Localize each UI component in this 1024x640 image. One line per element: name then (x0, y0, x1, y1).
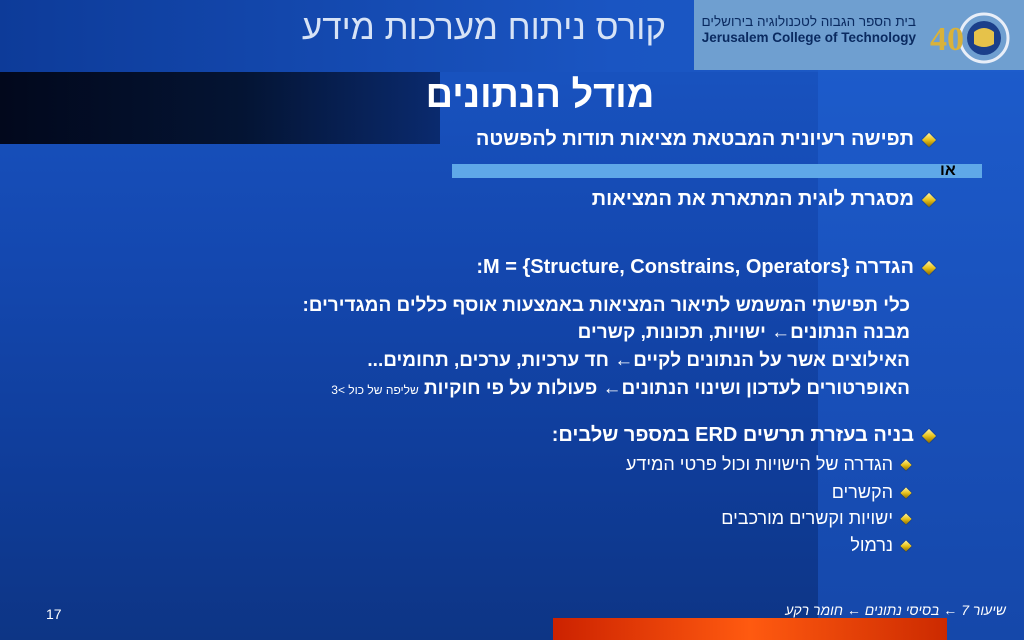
definition-line-4: האופרטורים לעדכון ושינוי הנתונים← פעולות על פי חוקיות שליפה של כול >3 (331, 378, 910, 399)
bullet-2 (592, 188, 934, 211)
erd-heading-text: בניה בעזרת תרשים ERD במספר שלבים: (551, 424, 914, 446)
or-word: או (940, 162, 956, 179)
diamond-bullet-icon (922, 429, 936, 443)
bullet-1 (476, 128, 934, 151)
erd-step-3: ישויות וקשרים מורכבים (721, 508, 910, 529)
diamond-bullet-icon (922, 133, 936, 147)
bullet-2-text: מסגרת לוגית המתארת את המציאות (591, 188, 914, 210)
diamond-bullet-icon (900, 488, 911, 499)
diamond-bullet-icon (922, 193, 936, 207)
logo-mark-number: 40 (930, 21, 964, 58)
course-title: קורס ניתוח מערכות מידע (301, 8, 666, 47)
erd-step-1: הגדרה של הישויות וכול פרטי המידע (626, 454, 910, 475)
erd-heading (552, 424, 934, 447)
diamond-bullet-icon (900, 460, 911, 471)
definition-line-2: מבנה הנתונים← ישויות, תכונות, קשרים (577, 322, 910, 343)
slide-number: 17 (46, 606, 62, 622)
diamond-bullet-icon (900, 514, 911, 525)
footer-path: שיעור 7 ← בסיסי נתונים ← חומר רקע (785, 602, 1006, 618)
logo-mark-icon (922, 6, 1022, 66)
erd-step-4: נרמול (850, 535, 910, 556)
erd-step-2: הקשרים (832, 482, 910, 503)
logo-hebrew-text: בית הספר הגבוה לטכנולוגיה בירושלים (701, 14, 916, 29)
bullet-3-text: הגדרה {M = {Structure, Constrains, Operators: (476, 256, 914, 278)
bottom-accent-bar (553, 618, 947, 640)
diamond-bullet-icon (900, 541, 911, 552)
slide-title: מודל הנתונים (425, 74, 655, 116)
college-logo (694, 0, 1024, 70)
bullet-1-text: תפישה רעיונית המבטאת מציאות תודות להפשטה (475, 128, 914, 150)
divider-line (452, 164, 982, 178)
definition-note: שליפה של כול >3 (331, 383, 419, 397)
logo-english-text: Jerusalem College of Technology (701, 30, 916, 45)
bullet-3 (476, 256, 934, 279)
diamond-bullet-icon (922, 261, 936, 275)
definition-line-1: כלי תפישתי המשמש לתיאור המציאות באמצעות אוסף כללים המגדירים: (302, 295, 910, 316)
definition-line-3: האילוצים אשר על הנתונים לקיים← חד ערכיות, ערכים, תחומים... (367, 350, 910, 371)
